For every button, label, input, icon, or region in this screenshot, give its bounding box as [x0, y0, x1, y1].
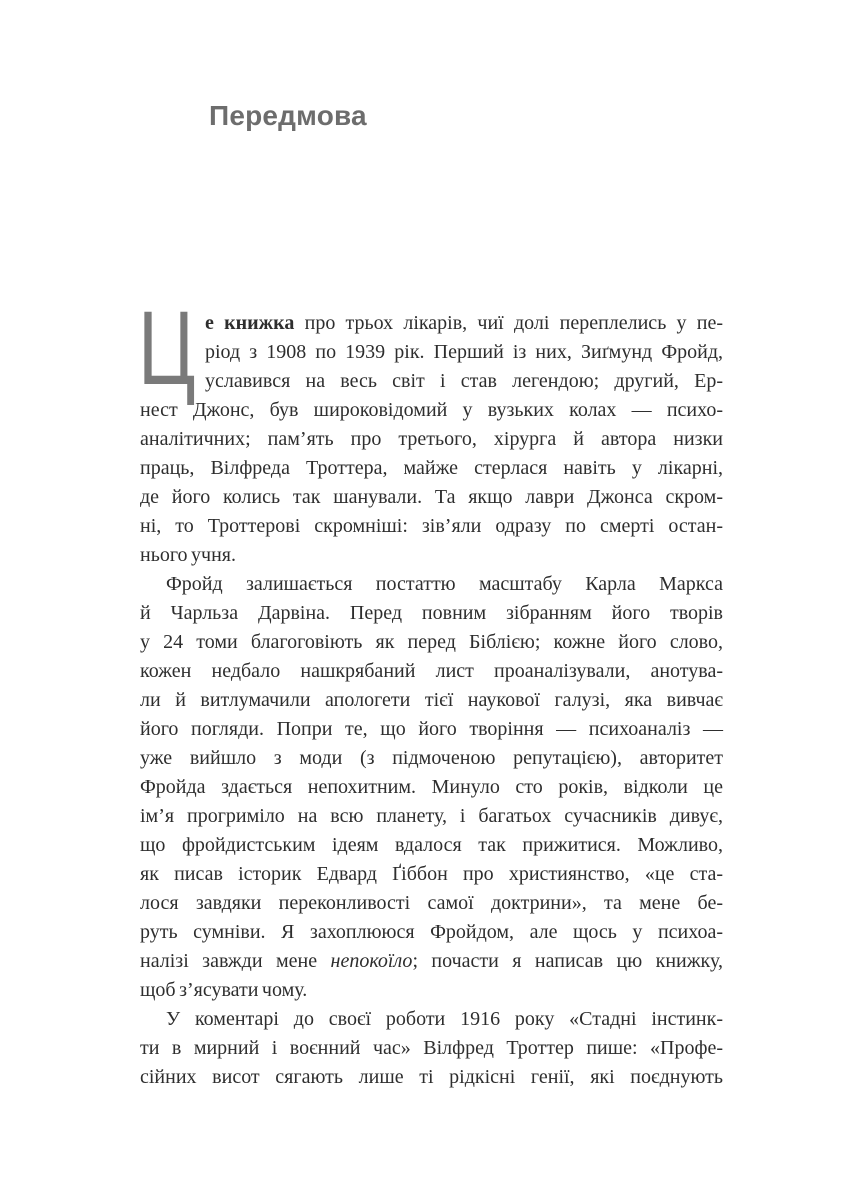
- text-segment: ; почасти я написав цю книжку,: [412, 950, 723, 972]
- text-segment: Фройд залишається постаттю масштабу Карла Маркса: [166, 573, 723, 595]
- text-line: [140, 947, 723, 976]
- chapter-title: Передмова: [209, 100, 367, 131]
- text-line: [140, 918, 723, 947]
- text-segment: уже вийшло з моди (з підмоченою репутацією), авторитет: [140, 747, 723, 769]
- text-segment: де його колись так шанували. Та якщо лаври Джонса скром-: [140, 486, 723, 508]
- text-line: [140, 396, 723, 425]
- text-segment: його погляди. Попри те, що його творіння — психоаналіз —: [140, 718, 723, 740]
- text-line: [140, 599, 723, 628]
- text-segment: уславився на весь світ і став легендою; другий, Ер-: [205, 370, 723, 392]
- text-segment: ріод з 1908 по 1939 рік. Перший із них, Зиґмунд Фройд,: [205, 341, 723, 363]
- text-segment: непокоїло: [330, 950, 413, 972]
- text-segment: як писав історик Едвард Ґіббон про християнство, «це ста-: [140, 863, 723, 885]
- text-segment: ні, то Троттерові скромніші: зів’яли одразу по смерті остан-: [140, 515, 723, 537]
- text-segment: лося завдяки переконливості самої доктрини», та мене бе-: [140, 892, 723, 914]
- text-line: [140, 425, 723, 454]
- drop-cap-letter: Ц: [138, 290, 196, 407]
- text-line: [140, 1005, 723, 1034]
- text-line: [140, 976, 723, 1005]
- text-segment: ли й витлумачили апологети тієї наукової галузі, яка вивчає: [140, 689, 723, 711]
- text-line: [140, 512, 723, 541]
- text-segment: налізі завжди мене: [140, 950, 331, 972]
- text-segment: сійних висот сягають лише ті рідкісні генії, які поєднують: [140, 1066, 723, 1088]
- paragraph: [140, 1005, 723, 1092]
- text-segment: руть сумніви. Я захоплююся Фройдом, але щось у психоа-: [140, 921, 723, 943]
- text-line: [140, 831, 723, 860]
- text-segment: ти в мирний і воєнний час» Вілфред Троттер пише: «Профе-: [140, 1037, 723, 1059]
- text-line: [140, 889, 723, 918]
- body-text: [138, 290, 723, 1092]
- text-segment: про трьох лікарів, чиї долі переплелись у пе-: [294, 312, 723, 334]
- text-line: [140, 570, 723, 599]
- text-segment: у 24 томи благоговіють як перед Біблією; кожне його слово,: [140, 631, 723, 653]
- text-segment: У коментарі до своєї роботи 1916 року «Стадні інстинк-: [166, 1008, 723, 1030]
- text-line: [140, 744, 723, 773]
- text-segment: Фройда здається непохитним. Минуло сто років, відколи це: [140, 776, 723, 798]
- text-line: [140, 860, 723, 889]
- text-segment: що фройдистським ідеям вдалося так прижитися. Можливо,: [140, 834, 723, 856]
- text-line: [140, 338, 723, 367]
- paragraph: [138, 290, 723, 570]
- text-segment: праць, Вілфреда Троттера, майже стерлася навіть у лікарні,: [140, 457, 723, 479]
- text-line: [140, 1063, 723, 1092]
- text-segment: е книжка: [205, 312, 295, 334]
- text-line: [140, 657, 723, 686]
- text-line: [140, 628, 723, 657]
- text-segment: аналітичних; пам’ять про третього, хірурга й автора низки: [140, 428, 723, 450]
- paragraph: [140, 570, 723, 1005]
- text-line: [140, 773, 723, 802]
- text-line: [140, 367, 723, 396]
- text-line: [140, 454, 723, 483]
- text-segment: нього учня.: [140, 544, 236, 566]
- text-segment: ім’я прогриміло на всю планету, і багатьох сучасників дивує,: [140, 805, 723, 827]
- text-segment: й Чарльза Дарвіна. Перед повним зібранням його творів: [140, 602, 723, 624]
- text-line: [140, 483, 723, 512]
- text-line: [140, 309, 723, 338]
- text-line: [140, 541, 723, 570]
- drop-cap: [138, 290, 205, 407]
- text-line: [140, 802, 723, 831]
- text-segment: щоб з’ясувати чому.: [140, 979, 308, 1001]
- text-line: [140, 686, 723, 715]
- text-line: [140, 1034, 723, 1063]
- text-segment: нест Джонс, був широковідомий у вузьких колах — психо-: [140, 399, 723, 421]
- text-segment: кожен недбало нашкрябаний лист проаналізували, анотува-: [140, 660, 723, 682]
- text-line: [140, 715, 723, 744]
